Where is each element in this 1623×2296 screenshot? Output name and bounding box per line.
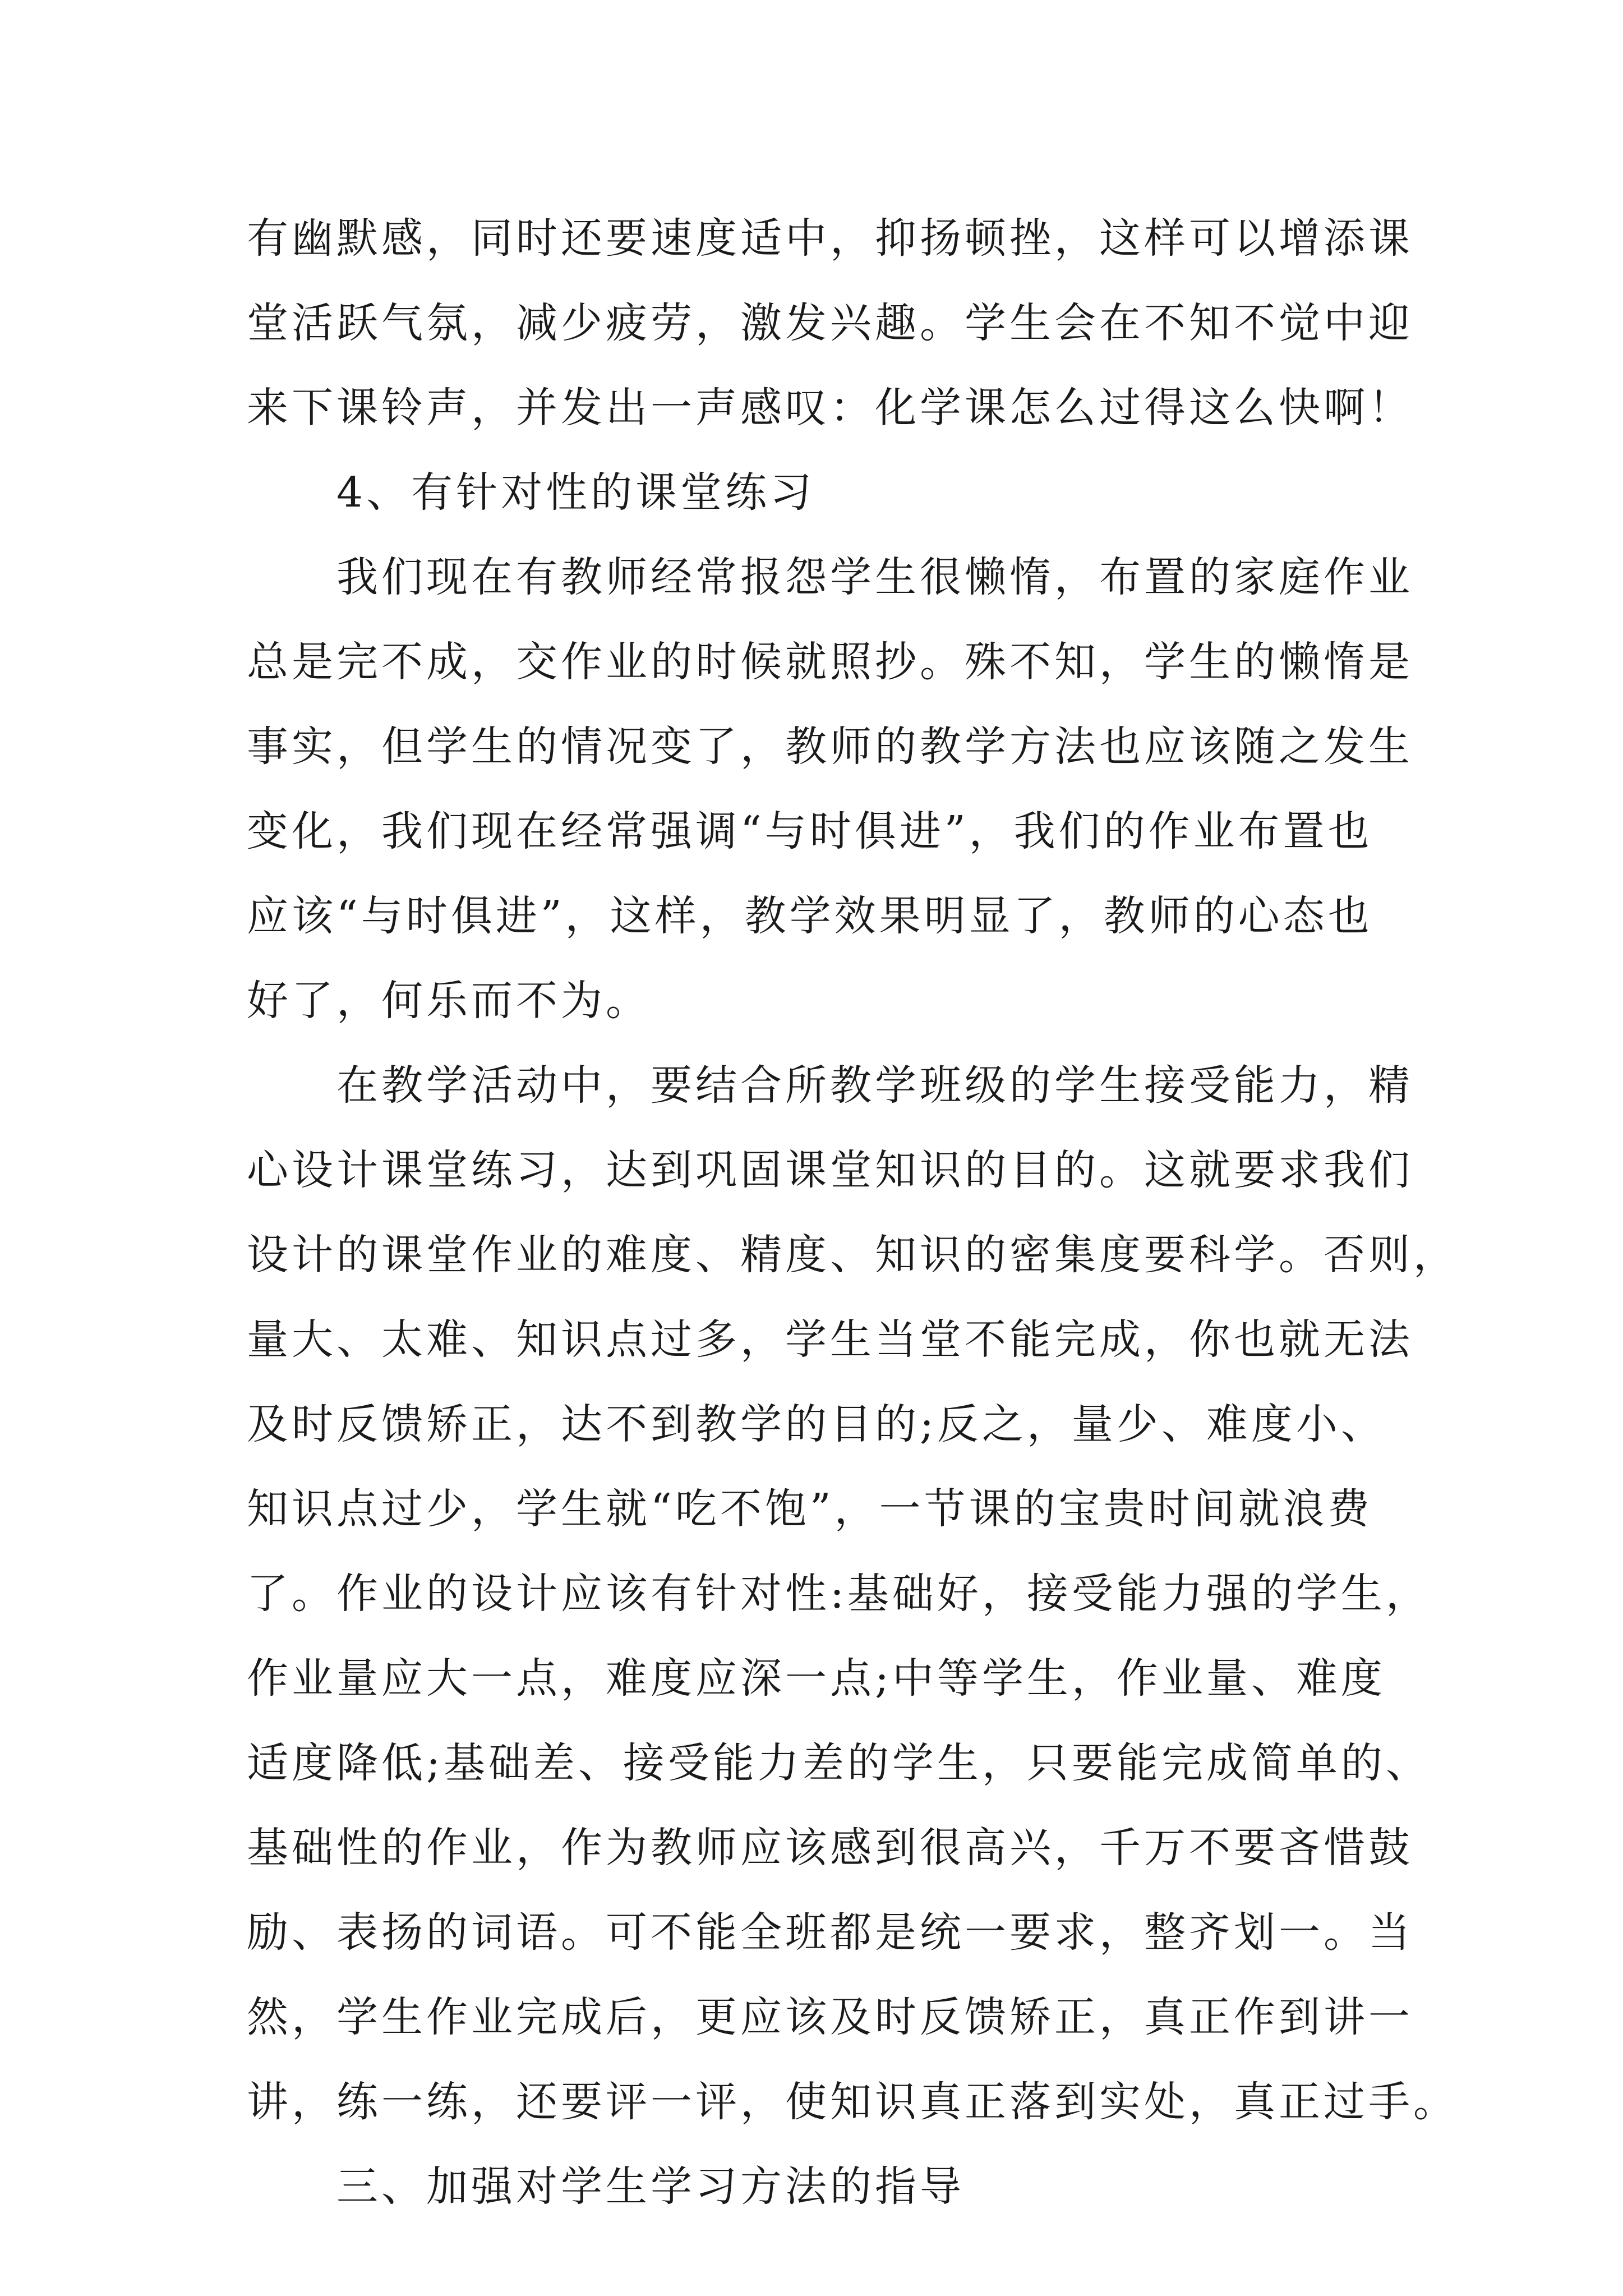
document-body: [247, 196, 1458, 2229]
text-line: 在教学活动中，要结合所教学班级的学生接受能力，精: [336, 1061, 1413, 1110]
section-heading: 4、有针对性的课堂练习: [336, 468, 815, 517]
text-line: 总是完不成，交作业的时候就照抄。殊不知，学生的懒惰是: [247, 638, 1413, 686]
text-line: 堂活跃气氛，减少疲劳，激发兴趣。学生会在不知不觉中迎: [247, 299, 1413, 347]
text-line: 量大、太难、知识点过多，学生当堂不能完成，你也就无法: [247, 1315, 1413, 1364]
text-line: 知识点过少，学生就“吃不饱”，一节课的宝贵时间就浪费: [247, 1485, 1373, 1533]
text-line: 来下课铃声，并发出一声感叹：化学课怎么过得这么快啊！: [247, 384, 1413, 432]
text-line: 适度降低;基础差、接受能力差的学生，只要能完成简单的、: [247, 1739, 1431, 1787]
text-line: 然，学生作业完成后，更应该及时反馈矫正，真正作到讲一: [247, 1993, 1413, 2041]
text-line: 基础性的作业，作为教师应该感到很高兴，千万不要吝惜鼓: [247, 1824, 1413, 1872]
text-line: 变化，我们现在经常强调“与时俱进”，我们的作业布置也: [247, 807, 1373, 855]
text-line: 事实，但学生的情况变了，教师的教学方法也应该随之发生: [247, 723, 1413, 771]
section-heading: 三、加强对学生学习方法的指导: [336, 2162, 965, 2211]
text-line: 好了，何乐而不为。: [247, 977, 651, 1025]
text-line: 作业量应大一点，难度应深一点;中等学生，作业量、难度: [247, 1654, 1386, 1703]
text-line: 及时反馈矫正，达不到教学的目的;反之，量少、难度小、: [247, 1400, 1386, 1448]
text-line: 有幽默感，同时还要速度适中，抑扬顿挫，这样可以增添课: [247, 214, 1413, 263]
text-line: 励、表扬的词语。可不能全班都是统一要求，整齐划一。当: [247, 1908, 1413, 1957]
text-line: 我们现在有教师经常报怨学生很懒惰，布置的家庭作业: [336, 553, 1413, 601]
text-line: 设计的课堂作业的难度、精度、知识的密集度要科学。否则，: [247, 1231, 1458, 1279]
text-line: 应该“与时俱进”，这样，教学效果明显了，教师的心态也: [247, 892, 1373, 940]
text-line: 心设计课堂练习，达到巩固课堂知识的目的。这就要求我们: [247, 1146, 1413, 1194]
text-line: 了。作业的设计应该有针对性:基础好，接受能力强的学生，: [247, 1570, 1431, 1618]
text-line: 讲，练一练，还要评一评，使知识真正落到实处，真正过手。: [247, 2078, 1458, 2126]
